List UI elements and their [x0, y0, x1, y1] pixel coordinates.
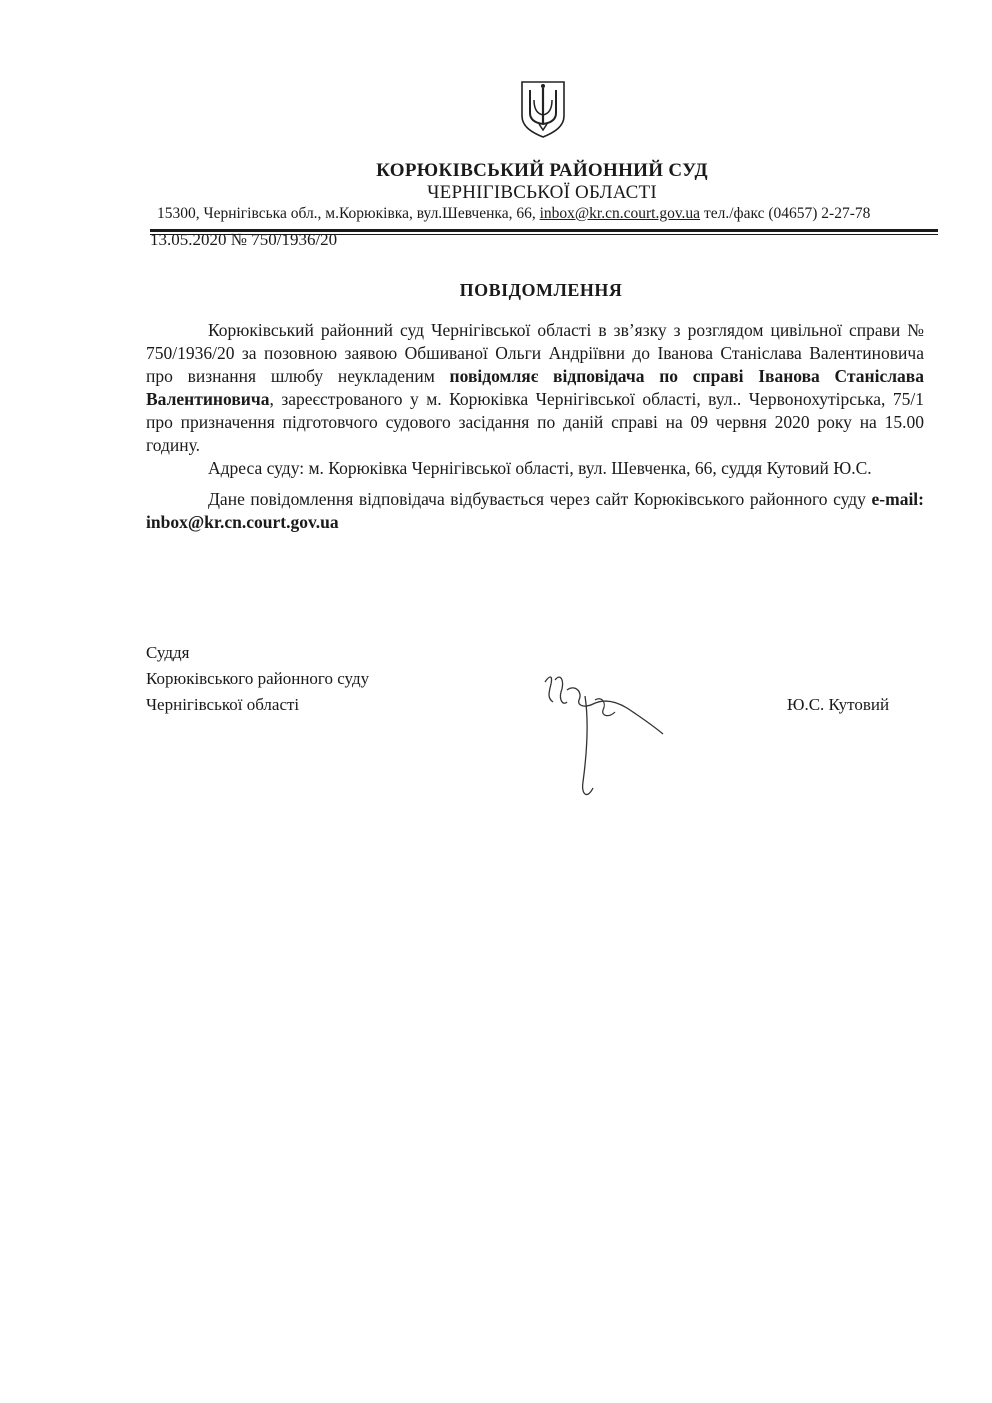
court-region: ЧЕРНІГІВСЬКОЇ ОБЛАСТІ: [427, 182, 657, 203]
signatory-block: [146, 640, 369, 718]
judge-name: Ю.С. Кутовий: [787, 695, 890, 714]
court-name: КОРЮКІВСЬКИЙ РАЙОННИЙ СУД: [376, 160, 708, 181]
paragraph-website-email: e-mail: inbox@kr.cn.court.gov.ua: [146, 489, 924, 532]
document-reference: 13.05.2020 № 750/1936/20: [150, 230, 338, 249]
paragraph-website: [146, 488, 924, 534]
handwritten-signature-icon: [535, 662, 675, 807]
trident-coat-of-arms-icon: [519, 80, 567, 138]
signatory-region: Чернігівської області: [146, 695, 300, 714]
address-phone: тел./факс (04657) 2-27-78: [700, 205, 871, 222]
paragraph-court-address: Адреса суду: м. Корюківка Чернігівської області, вул. Шевченка, 66, суддя Кутовий Ю.С.: [208, 458, 872, 478]
signatory-title: Суддя: [146, 643, 190, 662]
notice-body: [146, 319, 924, 534]
paragraph-notice-text-a: Корюківський районний суд Чернігівської області в зв’язку з розглядом цивільної справи № 750/1936/20 за позовною заявою Обшиваної Ольги Андріївни до Іванова Станіслава Валентиновича про визнання шлюбу неукладеним: [146, 320, 924, 386]
paragraph-notice-bold: повідомляє відповідача по справі Іванова Станіслава Валентиновича: [146, 366, 925, 409]
paragraph-website-text: Дане повідомлення відповідача відбувається через сайт Корюківського районного суду: [208, 489, 872, 509]
address-email-link[interactable]: inbox@kr.cn.court.gov.ua: [539, 205, 701, 222]
document-title: ПОВІДОМЛЕННЯ: [459, 280, 623, 300]
paragraph-notice: [146, 319, 924, 457]
court-address: [157, 205, 937, 223]
signatory-court: Корюківського районного суду: [146, 669, 370, 688]
address-text: 15300, Чернігівська обл., м.Корюківка, вул.Шевченка, 66,: [157, 205, 540, 222]
paragraph-notice-text-b: , зареєстрованого у м. Корюківка Чернігівської області, вул.. Червонохутірська, 75/1 про призначення підготовчого судового засідання по даній справі на 09 червня 2020 року на 15.00 годину.: [146, 389, 924, 455]
